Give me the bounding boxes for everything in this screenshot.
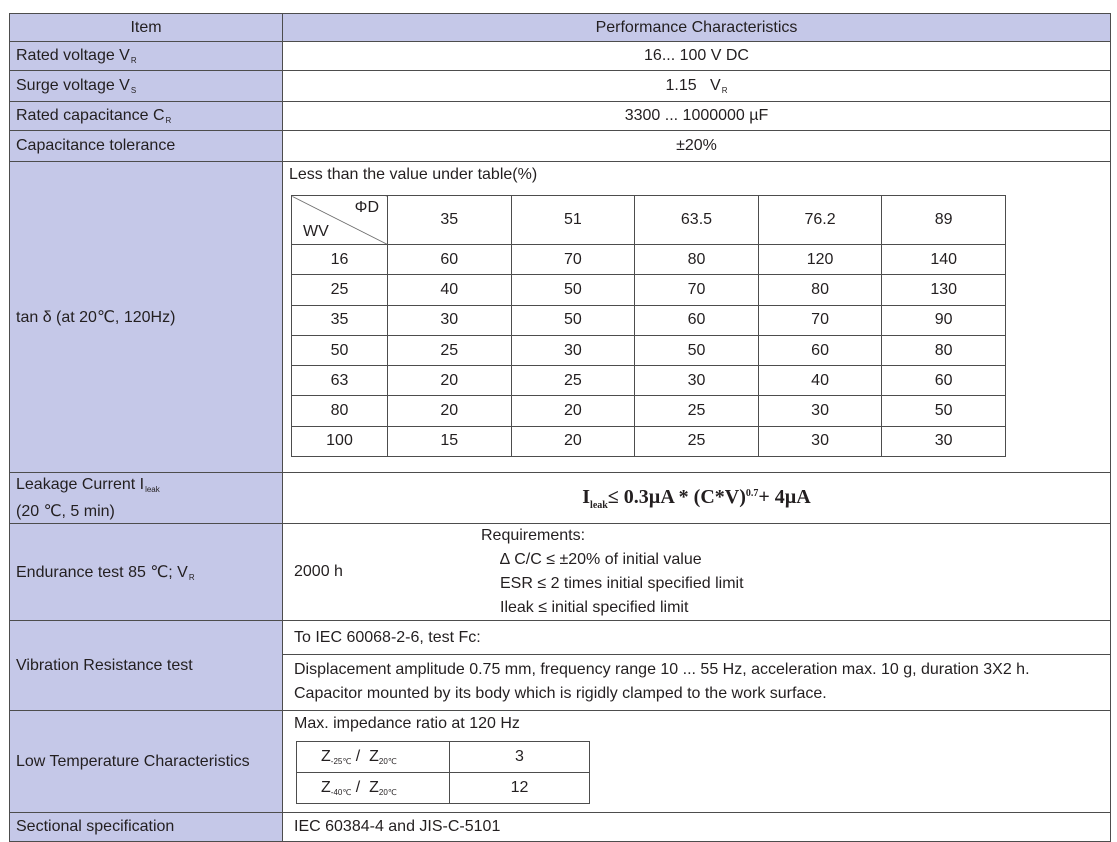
vibration-line2: Displacement amplitude 0.75 mm, frequency range 10 ... 55 Hz, acceleration max. 10 g, duration 3X2 h. [294, 661, 1030, 678]
tan-delta-value: 70 [511, 245, 635, 275]
requirements-title: Requirements: [481, 527, 586, 544]
impedance-row [297, 742, 590, 773]
capacitance-tolerance-row [10, 131, 1111, 162]
vibration-row [10, 621, 1111, 711]
leakage-label-sub: leak [145, 484, 160, 494]
diameter-header: 76.2 [758, 196, 882, 245]
capacitance-tolerance-label: Capacitance tolerance [10, 131, 283, 162]
surge-voltage-row [10, 71, 1111, 102]
tan-delta-value: 140 [882, 245, 1006, 275]
formula-end: + 4µA [758, 485, 811, 508]
tan-delta-value: 80 [882, 335, 1006, 365]
diameter-corner-label: ΦD [354, 199, 379, 216]
header-row [10, 14, 1111, 42]
requirement-item: ESR ≤ 2 times initial specified limit [500, 575, 744, 592]
tan-delta-row-50 [292, 335, 1006, 365]
tan-delta-row-80 [292, 396, 1006, 426]
z-separator: / Z [351, 748, 379, 765]
rated-voltage-sub: R [130, 56, 137, 65]
tan-delta-intro: Less than the value under table(%) [289, 166, 538, 183]
endurance-requirements [481, 524, 1110, 620]
surge-voltage-value-text: 1.15 V [665, 77, 721, 94]
rated-voltage-label [10, 42, 283, 71]
tan-delta-value: 30 [758, 426, 882, 456]
tan-delta-value: 50 [511, 305, 635, 335]
tan-delta-value: 70 [758, 305, 882, 335]
surge-voltage-label-text: Surge voltage V [16, 77, 130, 94]
tan-delta-value: 25 [388, 335, 512, 365]
tan-delta-row-25 [292, 275, 1006, 305]
z-temp-sub: -25℃ [330, 757, 352, 766]
spec-table [9, 13, 1111, 842]
z-ref-sub: 20℃ [378, 788, 397, 797]
tan-delta-value: 50 [511, 275, 635, 305]
vibration-details [283, 655, 1110, 710]
tan-delta-value: 30 [882, 426, 1006, 456]
requirement-item: ∆ C/C ≤ ±20% of initial value [500, 551, 702, 568]
tan-delta-header-row [292, 196, 1006, 245]
diameter-header: 89 [882, 196, 1006, 245]
tan-delta-value: 60 [388, 245, 512, 275]
working-voltage-cell: 100 [292, 426, 388, 456]
tan-delta-value: 50 [882, 396, 1006, 426]
z-symbol: Z [321, 748, 331, 765]
tan-delta-value: 25 [635, 426, 759, 456]
endurance-duration: 2000 h [294, 563, 343, 580]
tan-delta-row-100 [292, 426, 1006, 456]
formula-i: I [582, 485, 591, 508]
tan-delta-value: 30 [388, 305, 512, 335]
rated-capacitance-sub: R [165, 116, 172, 125]
tan-delta-value: 25 [635, 396, 759, 426]
vibration-cell [283, 621, 1111, 711]
working-voltage-cell: 50 [292, 335, 388, 365]
z-separator: / Z [351, 779, 379, 796]
vibration-line3: Capacitor mounted by its body which is rigidly clamped to the work surface. [294, 685, 827, 702]
working-voltage-cell: 63 [292, 366, 388, 396]
rated-voltage-value: 16... 100 V DC [283, 42, 1111, 71]
rated-voltage-label-text: Rated voltage V [16, 47, 130, 64]
tan-delta-value: 130 [882, 275, 1006, 305]
leakage-label-line2: (20 ℃, 5 min) [16, 502, 115, 520]
low-temp-cell [283, 711, 1111, 813]
sectional-label: Sectional specification [10, 813, 283, 842]
tan-delta-row-35 [292, 305, 1006, 335]
working-voltage-cell: 16 [292, 245, 388, 275]
tan-delta-value: 90 [882, 305, 1006, 335]
capacitance-tolerance-value: ±20% [283, 131, 1111, 162]
impedance-ratio-value: 3 [450, 742, 590, 773]
leakage-formula [283, 473, 1111, 524]
tan-delta-value: 20 [511, 396, 635, 426]
z-temp-sub: -40℃ [330, 788, 352, 797]
tan-delta-value: 25 [511, 366, 635, 396]
tan-delta-value: 80 [635, 245, 759, 275]
low-temp-intro: Max. impedance ratio at 120 Hz [294, 715, 520, 732]
endurance-label [10, 524, 283, 621]
surge-voltage-value [283, 71, 1111, 102]
endurance-row [10, 524, 1111, 621]
impedance-table [296, 741, 590, 804]
leakage-row [10, 473, 1111, 524]
impedance-ratio-value: 12 [450, 773, 590, 804]
leakage-label [10, 473, 283, 524]
formula-mid: ≤ 0.3µA * (C*V) [607, 485, 746, 508]
requirement-item: Ileak ≤ initial specified limit [500, 599, 689, 616]
tan-delta-value: 50 [635, 335, 759, 365]
rated-capacitance-row [10, 102, 1111, 131]
low-temp-row [10, 711, 1111, 813]
surge-voltage-value-sub: R [721, 86, 728, 95]
endurance-table [283, 524, 1110, 620]
tan-delta-value: 60 [758, 335, 882, 365]
voltage-corner-label: WV [303, 223, 329, 240]
tan-delta-value: 20 [388, 366, 512, 396]
surge-voltage-label [10, 71, 283, 102]
vibration-label: Vibration Resistance test [10, 621, 283, 711]
tan-delta-value: 15 [388, 426, 512, 456]
working-voltage-cell: 80 [292, 396, 388, 426]
tan-delta-value: 30 [758, 396, 882, 426]
diameter-header: 35 [388, 196, 512, 245]
working-voltage-cell: 25 [292, 275, 388, 305]
z-symbol: Z [321, 779, 331, 796]
tan-delta-cell [283, 162, 1111, 473]
rated-voltage-row [10, 42, 1111, 71]
rated-capacitance-label-text: Rated capacitance C [16, 107, 165, 124]
tan-delta-value: 40 [388, 275, 512, 305]
impedance-row [297, 773, 590, 804]
leakage-formula-text [582, 485, 811, 511]
leakage-label-line1: Leakage Current I [16, 475, 145, 493]
low-temp-label: Low Temperature Characteristics [10, 711, 283, 813]
tan-delta-value: 60 [882, 366, 1006, 396]
header-item: Item [10, 14, 283, 42]
impedance-ratio-label [297, 773, 450, 804]
tan-delta-table [291, 195, 1006, 457]
diameter-header: 63.5 [635, 196, 759, 245]
sectional-row [10, 813, 1111, 842]
diameter-header: 51 [511, 196, 635, 245]
rated-capacitance-label [10, 102, 283, 131]
tan-delta-value: 30 [511, 335, 635, 365]
tan-delta-value: 20 [388, 396, 512, 426]
diameter-voltage-corner [292, 196, 388, 245]
surge-voltage-sub: S [130, 86, 137, 95]
tan-delta-value: 70 [635, 275, 759, 305]
tan-delta-value: 80 [758, 275, 882, 305]
tan-delta-row-16 [292, 245, 1006, 275]
tan-delta-label: tan δ (at 20℃, 120Hz) [10, 162, 283, 473]
tan-delta-value: 20 [511, 426, 635, 456]
vibration-line1: To IEC 60068-2-6, test Fc: [283, 621, 1110, 655]
tan-delta-value: 120 [758, 245, 882, 275]
header-performance: Performance Characteristics [283, 14, 1111, 42]
z-ref-sub: 20℃ [378, 757, 397, 766]
endurance-label-text: Endurance test 85 ℃; V [16, 564, 188, 581]
tan-delta-value: 30 [635, 366, 759, 396]
formula-sup: 0.7 [745, 487, 759, 499]
tan-delta-value: 60 [635, 305, 759, 335]
tan-delta-value: 40 [758, 366, 882, 396]
working-voltage-cell: 35 [292, 305, 388, 335]
tan-delta-row-63 [292, 366, 1006, 396]
sectional-value: IEC 60384-4 and JIS-C-5101 [283, 813, 1111, 842]
endurance-sub: R [188, 573, 195, 582]
tan-delta-row [10, 162, 1111, 473]
endurance-cell [283, 524, 1111, 621]
impedance-ratio-label [297, 742, 450, 773]
formula-sub: leak [590, 499, 608, 511]
rated-capacitance-value: 3300 ... 1000000 µF [283, 102, 1111, 131]
